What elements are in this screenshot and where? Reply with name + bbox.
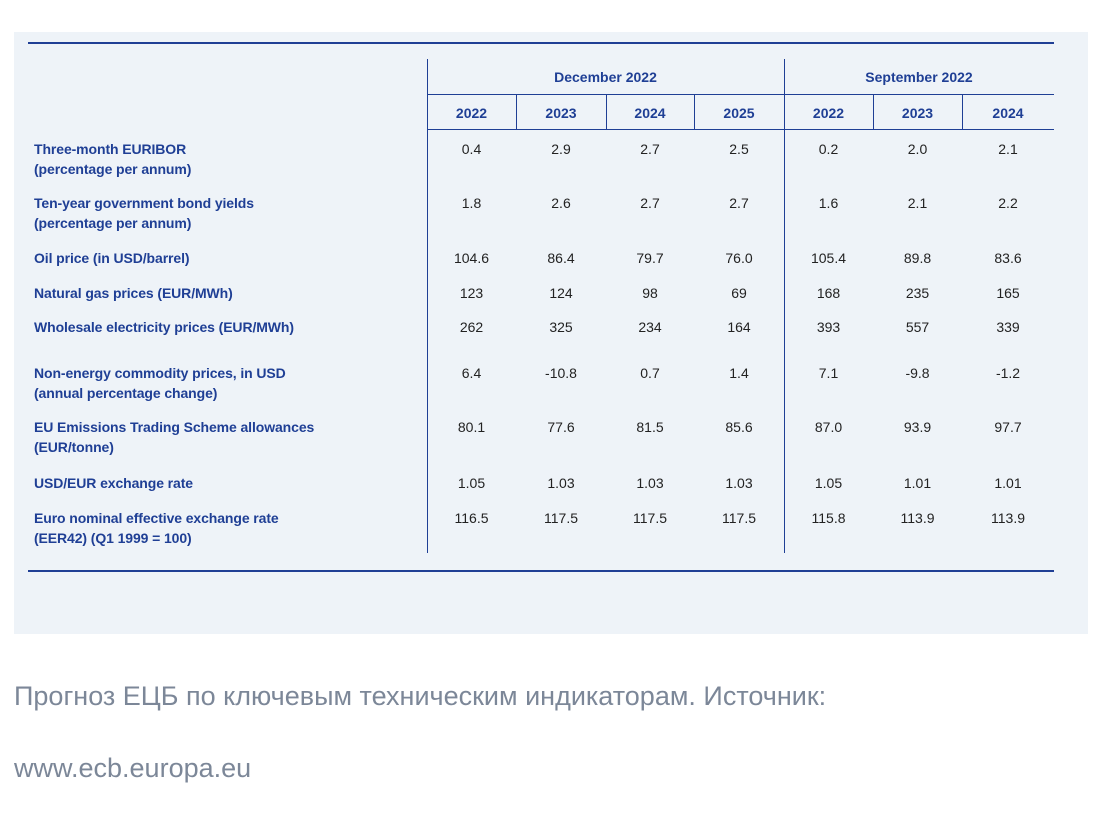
table-cell: 113.9 bbox=[991, 510, 1025, 526]
year-header: 2023 bbox=[545, 105, 577, 121]
row-label-line: Euro nominal effective exchange rate bbox=[34, 510, 279, 526]
table-cell: 2.5 bbox=[729, 141, 749, 157]
table-cell: 2.1 bbox=[998, 141, 1018, 157]
table-cell: 93.9 bbox=[903, 419, 932, 435]
table-cell: 115.8 bbox=[811, 510, 846, 526]
row-label-line: (annual percentage change) bbox=[34, 385, 218, 401]
table-cell: 1.03 bbox=[636, 475, 664, 491]
row-label-line: Non-energy commodity prices, in USD bbox=[34, 365, 286, 381]
table-cell: 85.6 bbox=[725, 419, 753, 435]
table-cell: 1.05 bbox=[457, 475, 486, 491]
table-cell: 81.5 bbox=[636, 419, 664, 435]
table-cell: 0.7 bbox=[640, 365, 660, 381]
row-label bbox=[34, 248, 414, 268]
table-cell: 105.4 bbox=[810, 250, 847, 266]
row-label bbox=[34, 417, 414, 457]
table-cell: 2.7 bbox=[729, 195, 749, 211]
row-label-line: USD/EUR exchange rate bbox=[34, 475, 193, 491]
table-cell: 325 bbox=[549, 319, 573, 335]
table-cell: 124 bbox=[549, 285, 573, 301]
table-cell: 1.03 bbox=[547, 475, 575, 491]
table-cell: 117.5 bbox=[544, 510, 578, 526]
row-label bbox=[34, 473, 414, 493]
table-cell: 7.1 bbox=[818, 365, 839, 381]
year-header: 2022 bbox=[455, 105, 488, 121]
table-cell: 104.6 bbox=[453, 250, 490, 266]
table-cell: 1.4 bbox=[729, 365, 749, 381]
row-label-line: Three-month EURIBOR bbox=[34, 141, 187, 157]
table-cell: 2.2 bbox=[998, 195, 1018, 211]
row-label-line: Natural gas prices (EUR/MWh) bbox=[34, 285, 233, 301]
table-cell: 77.6 bbox=[547, 419, 575, 435]
row-label bbox=[34, 363, 414, 403]
table-top-rule bbox=[28, 42, 1054, 44]
table-cell: 79.7 bbox=[636, 250, 664, 266]
caption-line-2: www.ecb.europa.eu bbox=[14, 753, 252, 783]
table-cell: 1.01 bbox=[903, 475, 932, 491]
table-cell: 83.6 bbox=[994, 250, 1022, 266]
table-cell: 2.9 bbox=[551, 141, 571, 157]
table-cell: 0.4 bbox=[461, 141, 482, 157]
table-cell: -1.2 bbox=[995, 365, 1021, 381]
year-header: 2023 bbox=[901, 105, 934, 121]
table-cell: 86.4 bbox=[547, 250, 575, 266]
row-label-line: Ten-year government bond yields bbox=[34, 195, 254, 211]
table-cell: 69 bbox=[731, 285, 747, 301]
table-cell: 262 bbox=[459, 319, 484, 335]
table-cell: 1.05 bbox=[814, 475, 843, 491]
table-cell: 97.7 bbox=[994, 419, 1022, 435]
table-cell: 6.4 bbox=[461, 365, 482, 381]
table-cell: 2.7 bbox=[640, 195, 660, 211]
table-cell: 339 bbox=[996, 319, 1020, 335]
table-cell: 89.8 bbox=[903, 250, 932, 266]
table-bottom-rule bbox=[28, 570, 1054, 572]
year-header: 2022 bbox=[812, 105, 845, 121]
table-cell: 2.7 bbox=[640, 141, 660, 157]
table-cell: 165 bbox=[996, 285, 1020, 301]
table-cell: 235 bbox=[905, 285, 930, 301]
row-label-line: EU Emissions Trading Scheme allowances bbox=[34, 419, 315, 435]
table-cell: 2.6 bbox=[551, 195, 571, 211]
table-cell: 557 bbox=[905, 319, 930, 335]
header-bottom-line bbox=[427, 129, 1054, 130]
row-label bbox=[34, 508, 414, 548]
header-separator bbox=[427, 94, 1054, 95]
table-cell: 168 bbox=[816, 285, 841, 301]
table-cell: 113.9 bbox=[900, 510, 935, 526]
table-cell: 1.6 bbox=[818, 195, 839, 211]
table-cell: 2.0 bbox=[907, 141, 928, 157]
table-cell: 117.5 bbox=[633, 510, 667, 526]
table-cell: 393 bbox=[816, 319, 841, 335]
group-label-september-2022: September 2022 bbox=[865, 69, 973, 85]
table-cell: 116.5 bbox=[454, 510, 489, 526]
table-cell: -9.8 bbox=[905, 365, 930, 381]
row-label bbox=[34, 193, 414, 233]
row-label bbox=[34, 283, 414, 303]
row-label-line: Oil price (in USD/barrel) bbox=[34, 250, 190, 266]
table-cell: 164 bbox=[727, 319, 751, 335]
table-cell: 1.01 bbox=[994, 475, 1022, 491]
row-label-line: (EER42) (Q1 1999 = 100) bbox=[34, 530, 192, 546]
year-header: 2024 bbox=[634, 105, 666, 121]
table-cell: 87.0 bbox=[814, 419, 843, 435]
table-cell: 2.1 bbox=[907, 195, 928, 211]
row-label-line: (percentage per annum) bbox=[34, 215, 192, 231]
table-cell: 123 bbox=[459, 285, 484, 301]
row-label-line: (EUR/tonne) bbox=[34, 439, 114, 455]
year-header: 2024 bbox=[992, 105, 1024, 121]
caption-line-1: Прогноз ЕЦБ по ключевым техническим индикаторам. Источник: bbox=[14, 681, 827, 711]
table-cell: 1.8 bbox=[461, 195, 482, 211]
table-cell: 117.5 bbox=[722, 510, 756, 526]
row-label-line: (percentage per annum) bbox=[34, 161, 192, 177]
row-label bbox=[34, 139, 414, 179]
table-cell: 234 bbox=[638, 319, 662, 335]
row-label-line: Wholesale electricity prices (EUR/MWh) bbox=[34, 319, 294, 335]
year-header: 2025 bbox=[723, 105, 755, 121]
table-cell: 80.1 bbox=[457, 419, 486, 435]
table-cell: 0.2 bbox=[818, 141, 839, 157]
row-label bbox=[34, 317, 414, 337]
table-cell: -10.8 bbox=[545, 365, 577, 381]
table-cell: 1.03 bbox=[725, 475, 753, 491]
table-cell: 76.0 bbox=[725, 250, 753, 266]
table-cell: 98 bbox=[642, 285, 658, 301]
group-label-december-2022: December 2022 bbox=[554, 69, 657, 85]
